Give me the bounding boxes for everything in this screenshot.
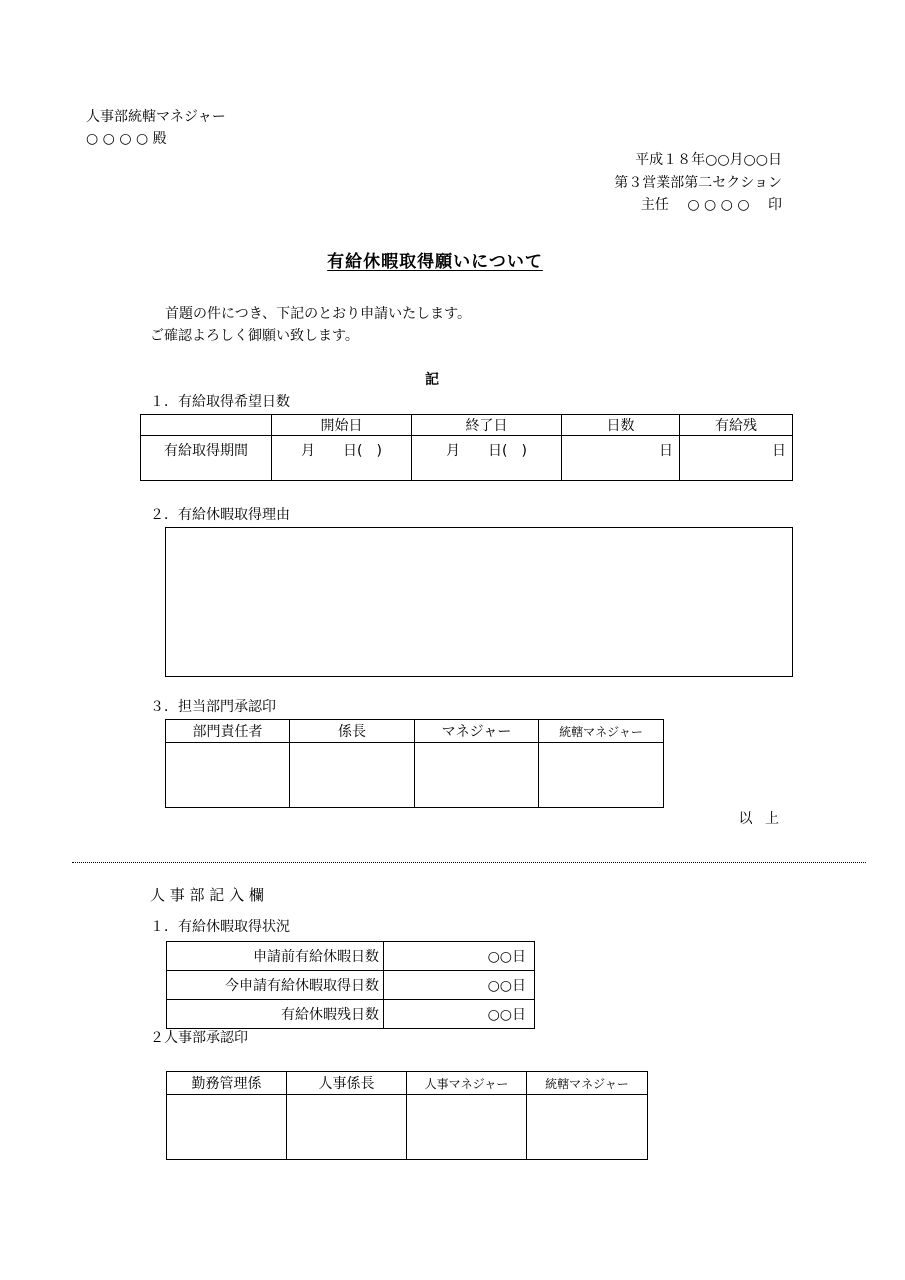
general-manager-header: 統轄マネジャー xyxy=(539,720,664,743)
status-value[interactable]: ○○日 xyxy=(384,971,535,1000)
addressee-title: 人事部統轄マネジャー xyxy=(86,109,226,125)
days-cell[interactable]: 日 xyxy=(562,436,680,481)
manager-header: マネジャー xyxy=(415,720,539,743)
days-header: 日数 xyxy=(562,415,680,436)
section2-heading: ２．有給休暇取得理由 xyxy=(150,507,290,523)
document-title: 有給休暇取得願いについて xyxy=(327,252,543,272)
hr-manager-header: 人事マネジャー xyxy=(407,1072,527,1095)
manager-stamp-cell[interactable] xyxy=(415,743,539,808)
remaining-header: 有給残 xyxy=(680,415,793,436)
chief-stamp-cell[interactable] xyxy=(290,743,415,808)
hr-chief-header: 人事係長 xyxy=(287,1072,407,1095)
leave-period-label: 有給取得期間 xyxy=(141,436,272,481)
dept-approval-table xyxy=(165,719,664,808)
intro-line-1: 首題の件につき、下記のとおり申請いたします。 xyxy=(165,306,472,322)
end-date-header: 終了日 xyxy=(412,415,562,436)
closing-text: 以 上 xyxy=(738,811,783,827)
status-value[interactable]: ○○日 xyxy=(384,942,535,971)
addressee-name: ○ ○ ○ ○ 殿 xyxy=(86,131,167,147)
sender-department: 第３営業部第二セクション xyxy=(614,175,782,191)
hr-approval-heading: ２人事部承認印 xyxy=(150,1030,248,1046)
attendance-header: 勤務管理係 xyxy=(167,1072,287,1095)
hr-general-manager-stamp-cell[interactable] xyxy=(527,1095,648,1160)
hr-section-title: 人 事 部 記 入 欄 xyxy=(150,886,264,904)
hr-chief-stamp-cell[interactable] xyxy=(287,1095,407,1160)
hr-approval-table xyxy=(166,1071,648,1160)
blank-header-cell xyxy=(141,415,272,436)
section3-heading: ３．担当部門承認印 xyxy=(150,699,276,715)
reason-box[interactable] xyxy=(165,527,793,677)
hr-status-heading: １．有給休暇取得状況 xyxy=(150,919,290,935)
section1-heading: １．有給取得希望日数 xyxy=(150,394,290,410)
ki-heading: 記 xyxy=(425,372,439,388)
status-value[interactable]: ○○日 xyxy=(384,1000,535,1029)
hr-general-manager-header: 統轄マネジャー xyxy=(527,1072,648,1095)
document-date: 平成１８年○○月○○日 xyxy=(635,152,782,168)
status-label: 有給休暇残日数 xyxy=(167,1000,384,1029)
general-manager-stamp-cell[interactable] xyxy=(539,743,664,808)
status-label: 申請前有給休暇日数 xyxy=(167,942,384,971)
leave-period-table xyxy=(140,414,793,481)
attendance-stamp-cell[interactable] xyxy=(167,1095,287,1160)
remaining-cell[interactable]: 日 xyxy=(680,436,793,481)
intro-line-2: ご確認よろしく御願い致します。 xyxy=(150,328,359,344)
dept-head-stamp-cell[interactable] xyxy=(166,743,290,808)
section-divider xyxy=(72,862,866,863)
chief-header: 係長 xyxy=(290,720,415,743)
hr-manager-stamp-cell[interactable] xyxy=(407,1095,527,1160)
status-label: 今申請有給休暇取得日数 xyxy=(167,971,384,1000)
end-date-cell[interactable]: 月 日( ) xyxy=(412,436,562,481)
sender-name: 主任 ○ ○ ○ ○ 印 xyxy=(640,197,782,213)
start-date-cell[interactable]: 月 日( ) xyxy=(272,436,412,481)
start-date-header: 開始日 xyxy=(272,415,412,436)
leave-status-table xyxy=(166,941,535,1029)
dept-head-header: 部門責任者 xyxy=(166,720,290,743)
